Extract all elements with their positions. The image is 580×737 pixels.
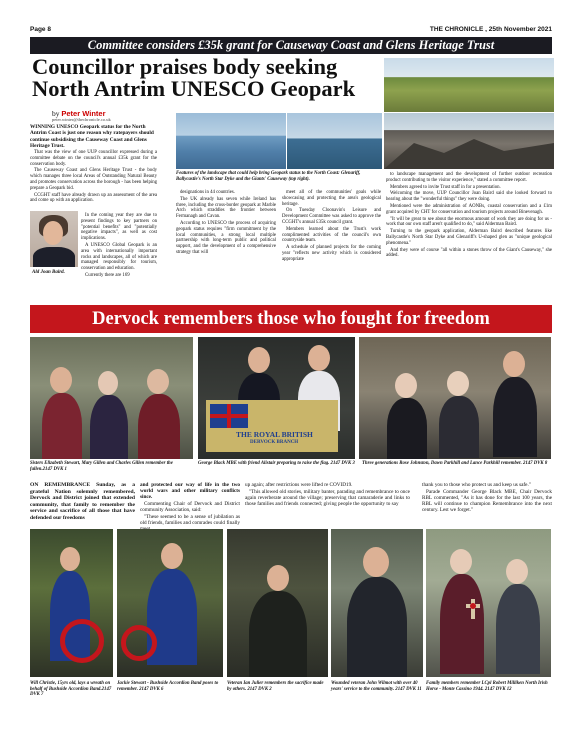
rem-col2-p3: "These seemed to be a sense of jubilation as old friends, families and comrades could finally bbox=[140, 514, 240, 526]
col4-p1: to landscape management and the development of further outdoor recreation product contributing to the visitor experience," stated a committee report. bbox=[386, 172, 552, 183]
byline-by: by bbox=[52, 109, 62, 118]
col4-p7: And they were of course "all within a stones throw of the Giant's Causeway," she added. bbox=[386, 247, 552, 259]
photo-accordion-band bbox=[117, 529, 223, 677]
col3-p1: meet all of the communities' goals while showcasing and protecting the area's geological heritage. bbox=[282, 190, 381, 207]
paper-date: THE CHRONICLE , 25th November 2021 bbox=[429, 26, 552, 33]
article-column-2 bbox=[176, 190, 276, 257]
landscape-photo-coast bbox=[287, 113, 382, 169]
section-banner: Dervock remembers those who fought for freedom bbox=[30, 305, 552, 333]
flag-text: THE ROYAL BRITISH bbox=[236, 430, 313, 439]
kicker-bar: Committee considers £35k grant for Causeway Coast and Glens Heritage Trust bbox=[30, 37, 552, 54]
caption-photo-g: Wounded veteran John Wilmot with over 40 years' service to the community. 2147 DVK 11 bbox=[331, 681, 422, 692]
caption-photo-h: Family members remember LCpl Robert Milliken North Irish Horse - Monte Cassino 1944. 2147 DVK 12 bbox=[426, 681, 548, 692]
author-email[interactable]: peter.winter@thechronicle.co.uk bbox=[52, 117, 111, 122]
col2-p1: designations in 44 countries. bbox=[180, 190, 235, 195]
landscape-photo-causeway bbox=[384, 58, 554, 112]
photo-sisters bbox=[30, 337, 193, 459]
photo-veteran-ian bbox=[227, 529, 328, 677]
col2-p2: The UK already has seven while Ireland has three, including the cross-border geopark at Marble Arch which straddles the frontier between Fermanagh and Cavan. bbox=[176, 196, 276, 220]
flag-subtext: DERVOCK BRANCH bbox=[250, 440, 299, 445]
col4-p6: Turning to the geopark application, Alderman Baird described features like Ballycastle's North Star Dyke and Glenariff's U-shaped glen as "unique geological phenomena." bbox=[386, 229, 552, 246]
page-number: Page 8 bbox=[30, 26, 51, 33]
landscape-caption: Features of the landscape that could help bring Geopark status to the North Coast: Glenariff, Ballycastle's North Star Dyke and the Giants' Causeway (top right). bbox=[176, 171, 361, 182]
landscape-photo-giants-causeway bbox=[384, 113, 554, 169]
col4-p2: Members agreed to invite Trust staff in for a presentation. bbox=[390, 184, 501, 190]
rem-col2-p2: Commenting Chair of Dervock and District community Association, said: bbox=[140, 501, 240, 513]
rem-col4-p1: thank you to those who protect us and keep us safe." bbox=[422, 482, 531, 488]
photo-john-wilmot bbox=[331, 529, 423, 677]
poppy-wreath-icon bbox=[121, 625, 157, 661]
col1-p3: CCGHT staff have already drawn up an assessment of the area and come up with an application. bbox=[30, 192, 157, 204]
col1-p5: A UNESCO Global Geopark is an area with internationally important rocks and landscapes, all of which are managed responsibly for tourism, conservation and education. bbox=[81, 242, 157, 272]
caption-photo-d: Will Christie, 15yrs old, lays a wreath on behalf of Bushside Accordion Band.2147 DVK 7 bbox=[30, 681, 112, 698]
col3-p3: Members learned about the Trust's work complimented activities of the council's own countryside team. bbox=[282, 226, 381, 244]
col1-p2: The Causeway Coast and Glens Heritage Trust - the body which manages three local Areas of Outstanding Natural Beauty and promotes conservation across the borough - has been helping prepare a Geopark bid. bbox=[30, 168, 157, 191]
byline-author: Peter Winter bbox=[61, 109, 106, 118]
landscape-photo-glenariff bbox=[176, 113, 286, 169]
caption-photo-f: Veteran Ian Julier remembers the sacrifice made by others. 2147 DVK 2 bbox=[227, 681, 324, 692]
col1-p4: In the coming year they are due to present findings to key partners on "potential benefits" and "potentially negative impacts", as well as cost implications. bbox=[81, 213, 157, 242]
poppy-wreath-icon bbox=[60, 619, 104, 663]
portrait-photo bbox=[30, 211, 78, 267]
page-title bbox=[32, 56, 377, 100]
remembrance-column-3 bbox=[245, 482, 410, 508]
col3-p4: A schedule of planned projects for the coming year "reflects new activity which is considered appropriate bbox=[282, 245, 381, 262]
article-column-1 bbox=[30, 150, 157, 205]
col4-p5: "It will be great to see about the enormous amount of work they are doing for us - work that our own staff aren't qualified to do," said Alderman Baird. bbox=[386, 216, 552, 228]
photo-three-generations bbox=[359, 337, 551, 459]
union-flag-icon bbox=[210, 404, 248, 428]
remembrance-column-4 bbox=[422, 482, 552, 514]
photo-family-members bbox=[426, 529, 551, 677]
rem-col2-p1: and protected our way of life in the two world wars and other military conflicts since. bbox=[140, 482, 240, 500]
rem-col3-p1: up again; after restrictions were lifted re COVID19. bbox=[245, 482, 353, 488]
photo-wreath-laying bbox=[30, 529, 113, 677]
col1-p6: Currently there are 169 bbox=[85, 272, 130, 278]
col2-p3: According to UNESCO the process of acquiring geopark status requires "firm commitment by the local communities, a strong local multiple partnership with long-term public and political support, and the development of a comprehensive strategy that will bbox=[176, 220, 276, 255]
caption-photo-e: Jackie Stewart - Bushside Accordion Band poses to remember. 2147 DVK 6 bbox=[117, 681, 219, 692]
rem-col4-p2: Parade Commander George Black MBE, Chair Dervock RBL commented, "As it has done for the last 100 years, the RBL will continue to champion Remembrance into the next century. Lest we forget." bbox=[422, 489, 552, 513]
headline-line-2: North Antrim UNESCO Geopark bbox=[32, 76, 356, 101]
article-column-4 bbox=[386, 172, 552, 260]
rem-col3-p2: "This allowed old stories, military banter, parading and remembrance to once again reverberate around the village; preserving that camaraderie and links to those families and friends connected; giving people the opportunity to say bbox=[245, 489, 410, 507]
col3-p2: On Tuesday Cloonavin's Leisure and Development Committee was asked to approve the CCGHT's annual £35k council grant. bbox=[282, 208, 381, 225]
col4-p3: Welcoming the move, UUP Councillor Joan Baird said she looked forward to hearing about the "wonderful things" they were doing. bbox=[386, 191, 552, 203]
portrait-caption: Ald Joan Baird. bbox=[32, 270, 65, 275]
intro-paragraph: WINNING UNESCO Geopark status for the North Antrim Coast is just one reason why ratepayers should continue subsidising the Causeway Coast and Glens Heritage Trust. bbox=[30, 124, 154, 149]
headline-line-1: Councillor praises body seeking bbox=[32, 54, 338, 79]
article-column-3 bbox=[282, 190, 381, 264]
remembrance-cross-icon bbox=[466, 599, 480, 619]
caption-photo-a: Sisters Elizabeth Stewart, Mary Gillen and Charles Gillen remember the fallen.2147 DVK 1 bbox=[30, 461, 173, 472]
causeway-rocks-icon bbox=[384, 113, 554, 169]
caption-photo-b: George Black MBE with friend Alistair preparing to raise the flag. 2147 DVK 3 bbox=[198, 461, 355, 466]
remembrance-column-2 bbox=[140, 482, 240, 533]
rbl-flag bbox=[206, 400, 338, 452]
caption-photo-c: Three generations Rose Johnston, Dawn Parkhill and Lance Parkhill remember. 2147 DVK 8 bbox=[362, 461, 548, 466]
col1-p1: That was the view of one UUP councillor expressed during a committee debate on the council's annual £35k grant for the conservation body. bbox=[30, 150, 157, 167]
article-column-1b bbox=[81, 213, 157, 280]
remembrance-intro: ON REMEMBRANCE Sunday, as a grateful Nation solemnly remembered, Dervock and District joined that extended community, that family to remember the service and sacrifice of all those that have defended our freedoms bbox=[30, 482, 135, 521]
col4-p4: Mentioned were the administration of AONBs, coastal conservation and a £1m grant acquired by CHT for conservation and tourism projects around Binevenagh. bbox=[386, 203, 552, 215]
